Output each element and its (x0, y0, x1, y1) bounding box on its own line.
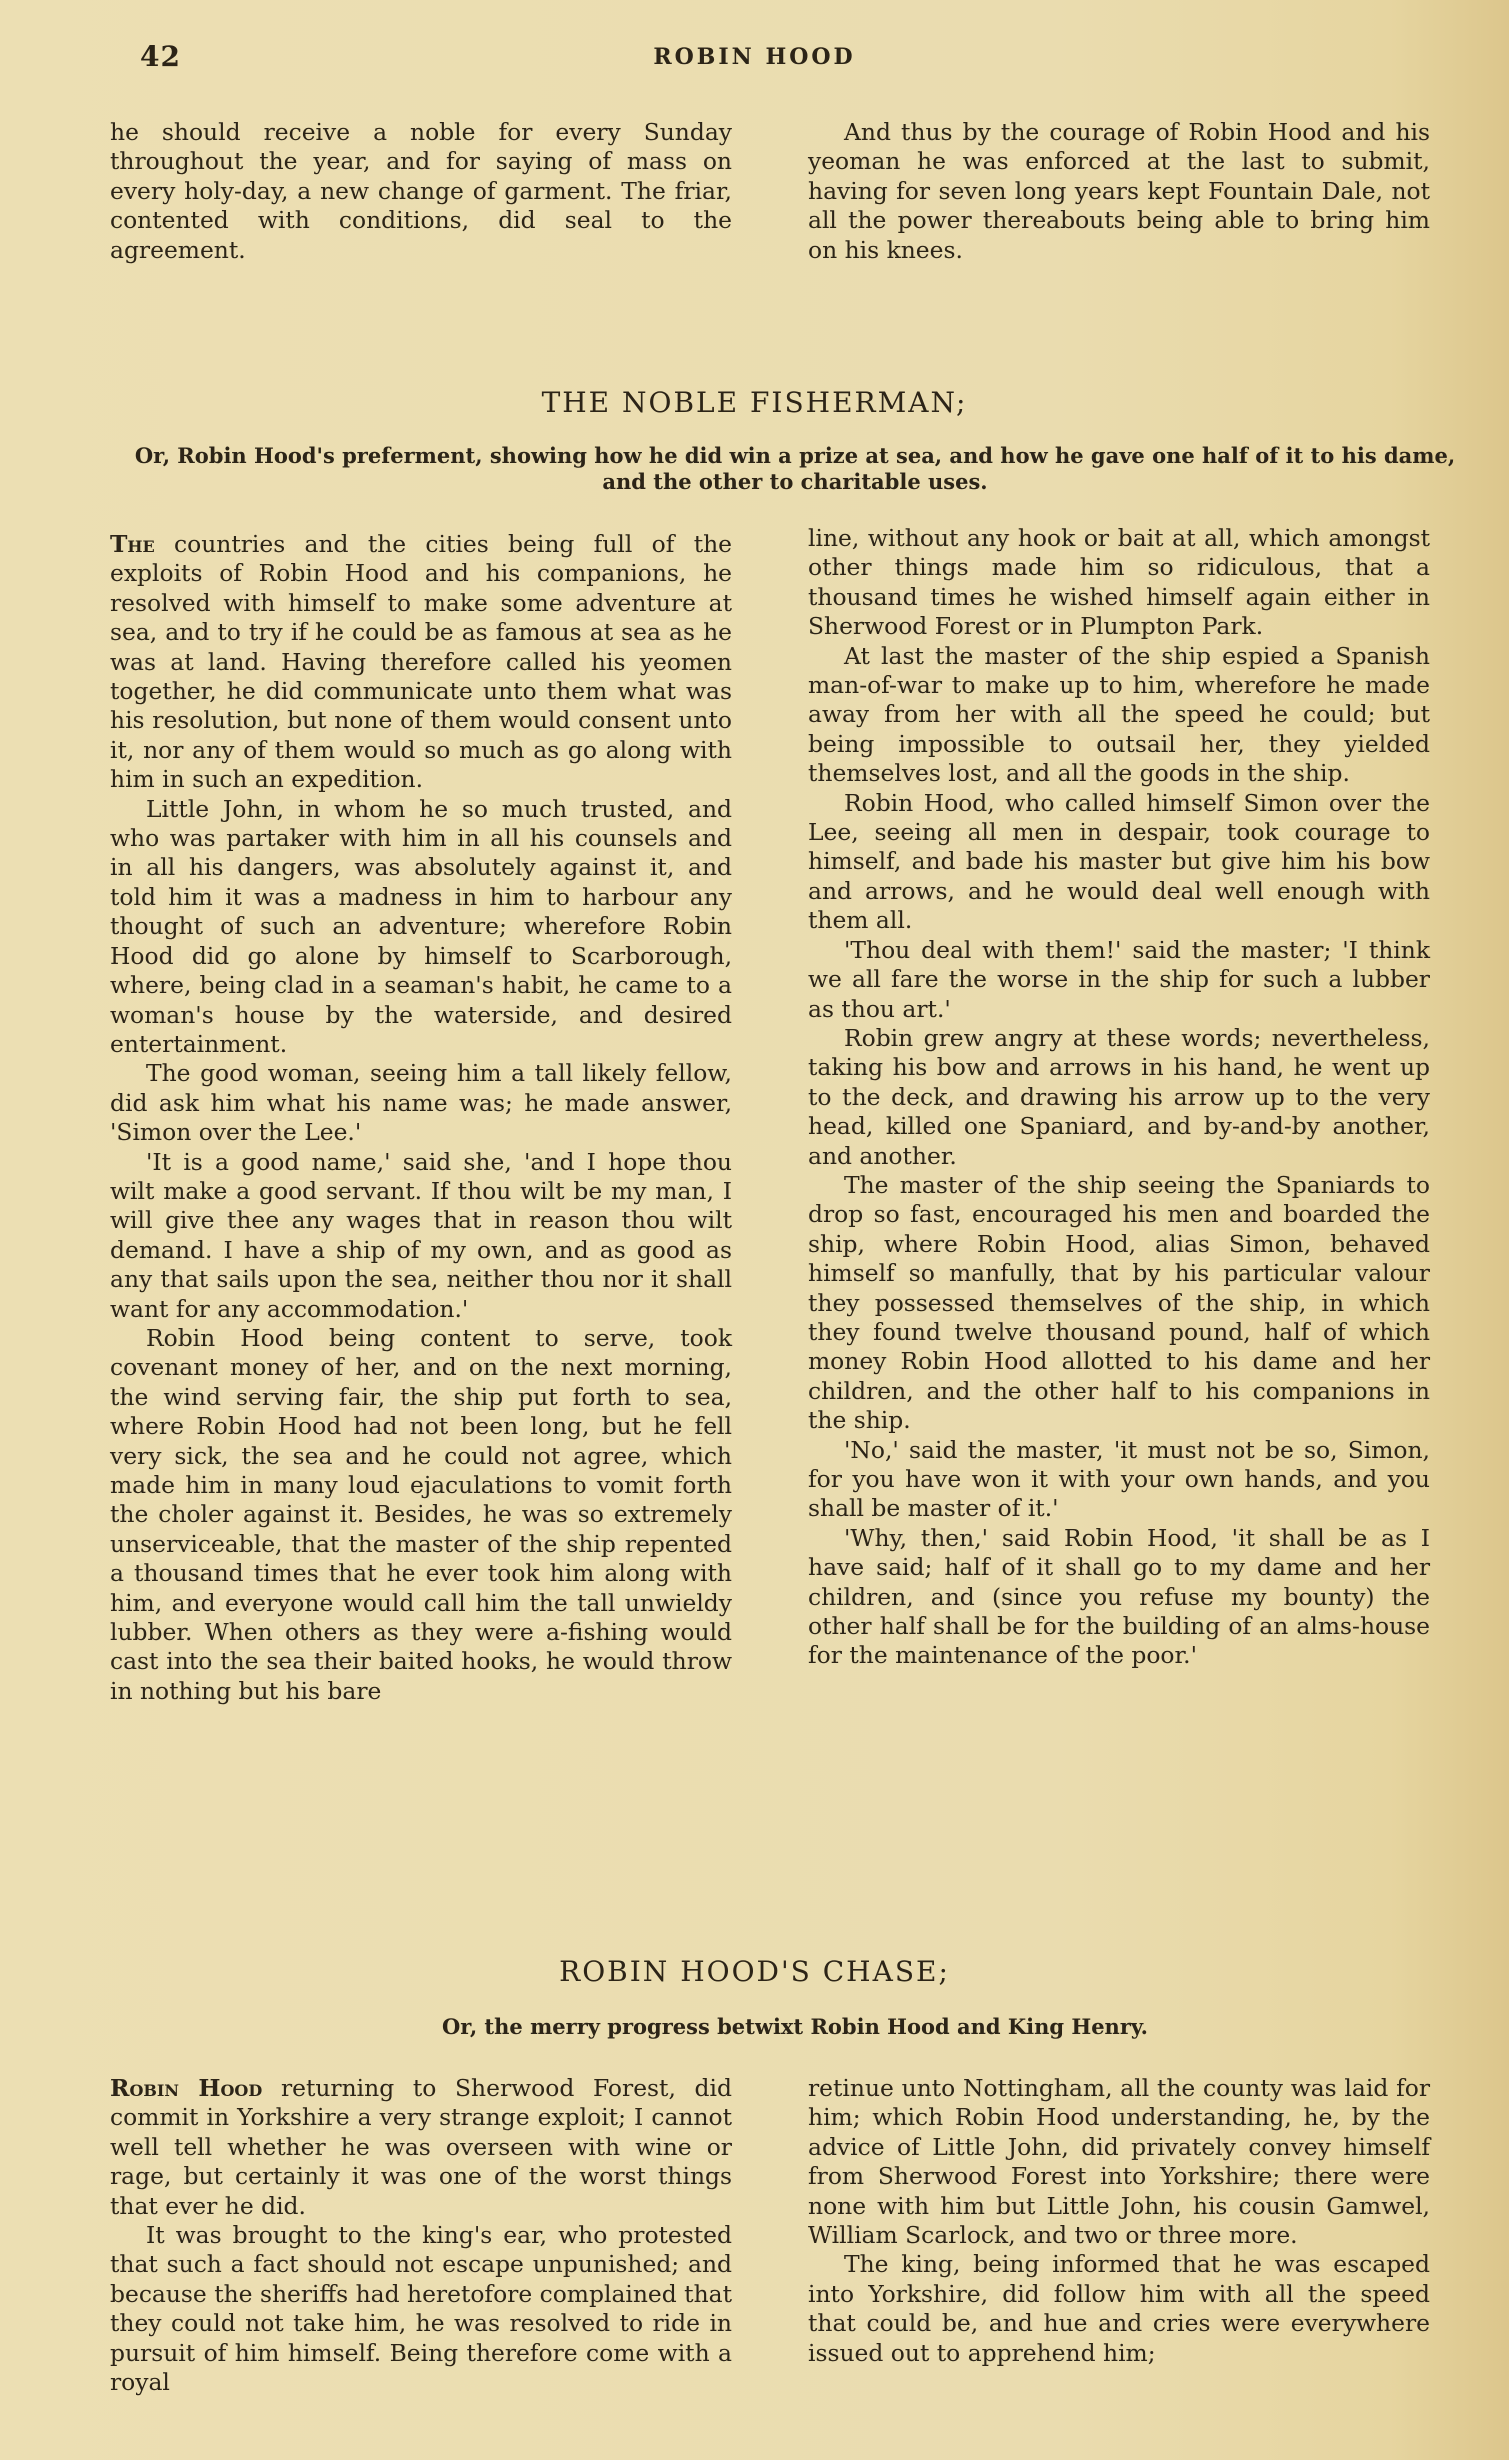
paragraph: The good woman, seeing him a tall likely fellow, did ask him what his name was; he made answer, 'Simon over the Lee.' (110, 1059, 732, 1147)
paragraph: Robin Hood, who called himself Simon over the Lee, seeing all men in despair, took courage to himself, and bade his master but give him his bow and arrows, and he would deal well enough with them all. (808, 788, 1430, 935)
section2-left-column (110, 2074, 732, 2397)
paragraph: Robin Hood returning to Sherwood Forest, did commit in Yorkshire a very strange exploit; I cannot well tell whether he was overseen with wine or rage, but certainly it was one of the worst things that ever he did. (110, 2074, 732, 2220)
section1-left-column (110, 530, 732, 1706)
section2-right-column (808, 2074, 1430, 2368)
section-subtitle-noble-fisherman: Or, Robin Hood's preferment, showing how he did win a prize at sea, and how he gave one half of it to his dame, and the other to charitable uses. (134, 443, 1456, 494)
drop-cap: Robin Hood (110, 2074, 263, 2102)
paragraph: The countries and the cities being full of the exploits of Robin Hood and his companions, he resolved with himself to make some adventure at sea, and to try if he could be as famous at sea as he was at land. Having therefore called his yeomen together, he did communicate unto them what was his resolution, but none of them would consent unto it, nor any of them would so much as go along with him in such an expedition. (110, 530, 733, 794)
section-title-robin-hoods-chase: ROBIN HOOD'S CHASE; (559, 1955, 950, 1988)
paragraph: 'It is a good name,' said she, 'and I hope thou wilt make a good servant. If thou wilt be my man, I will give thee any wages that in reason thou wilt demand. I have a ship of my own, and as good as any that sails upon the sea, neither thou nor it shall want for any accommodation.' (110, 1147, 732, 1323)
paragraph: Robin Hood being content to serve, took covenant money of her, and on the next morning, the wind serving fair, the ship put forth to sea, where Robin Hood had not been long, but he fell very sick, the sea and he could not agree, which made him in many loud ejaculations to vomit forth the choler against it. Besides, he was so extremely unserviceable, that the master of the ship repented a thousand times that he ever took him along with him, and everyone would call him the tall unwieldy lubber. When others as they were a-fishing would cast into the sea their baited hooks, he would throw in nothing but his bare (110, 1323, 732, 1705)
paragraph: line, without any hook or bait at all, which amongst other things made him so ridiculous, that a thousand times he wished himself again either in Sherwood Forest or in Plumpton Park. (808, 524, 1430, 641)
section1-right-column (808, 524, 1430, 1671)
paragraph: 'Thou deal with them!' said the master; 'I think we all fare the worse in the ship for such a lubber as thou art.' (808, 935, 1430, 1023)
paragraph: he should receive a noble for every Sunday throughout the year, and for saying of mass on every holy-day, a new change of garment. The friar, contented with conditions, did seal to the agreement. (110, 118, 732, 264)
running-title: ROBIN HOOD (653, 44, 856, 70)
section-title-noble-fisherman: THE NOBLE FISHERMAN; (541, 386, 968, 419)
top-left-column (110, 118, 732, 265)
paragraph: It was brought to the king's ear, who protested that such a fact should not escape unpunished; and because the sheriffs had heretofore complained that they could not take him, he was resolved to ride in pursuit of him himself. Being therefore come with a royal (110, 2221, 732, 2397)
paragraph: 'Why, then,' said Robin Hood, 'it shall be as I have said; half of it shall go to my dame and her children, and (since you refuse my bounty) the other half shall be for the building of an alms-house for the maintenance of the poor.' (808, 1523, 1430, 1670)
section-subtitle-robin-hoods-chase: Or, the merry progress betwixt Robin Hood and King Henry. (441, 2014, 1148, 2039)
page-header (0, 40, 1509, 80)
paragraph: At last the master of the ship espied a Spanish man-of-war to make up to him, wherefore he made away from her with all the speed he could; but being impossible to outsail her, they yielded themselves lost, and all the goods in the ship. (808, 641, 1430, 788)
paragraph: The master of the ship seeing the Spaniards to drop so fast, encouraged his men and boarded the ship, where Robin Hood, alias Simon, behaved himself so manfully, that by his particular valour they possessed themselves of the ship, in which they found twelve thousand pound, half of which money Robin Hood allotted to his dame and her children, and the other half to his companions in the ship. (808, 1170, 1430, 1435)
top-right-column (808, 118, 1430, 265)
paragraph: retinue unto Nottingham, all the county was laid for him; which Robin Hood understanding, he, by the advice of Little John, did privately convey himself from Sherwood Forest into Yorkshire; there were none with him but Little John, his cousin Gamwel, William Scarlock, and two or three more. (808, 2074, 1430, 2250)
paragraph: Robin grew angry at these words; nevertheless, taking his bow and arrows in his hand, he went up to the deck, and drawing his arrow up to the very head, killed one Spaniard, and by-and-by another, and another. (808, 1023, 1430, 1170)
paragraph: And thus by the courage of Robin Hood and his yeoman he was enforced at the last to submit, having for seven long years kept Fountain Dale, not all the power thereabouts being able to bring him on his knees. (808, 118, 1430, 264)
paragraph: 'No,' said the master, 'it must not be so, Simon, for you have won it with your own hands, and you shall be master of it.' (808, 1435, 1430, 1523)
paragraph: Little John, in whom he so much trusted, and who was partaker with him in all his counsels and in all his dangers, was absolutely against it, and told him it was a madness in him to harbour any thought of such an adventure; wherefore Robin Hood did go alone by himself to Scarborough, where, being clad in a seaman's habit, he came to a woman's house by the waterside, and desired entertainment. (110, 794, 732, 1058)
paragraph: The king, being informed that he was escaped into Yorkshire, did follow him with all the speed that could be, and hue and cries were everywhere issued out to apprehend him; (808, 2250, 1430, 2367)
page-number: 42 (140, 40, 181, 73)
drop-cap: The (110, 530, 155, 558)
